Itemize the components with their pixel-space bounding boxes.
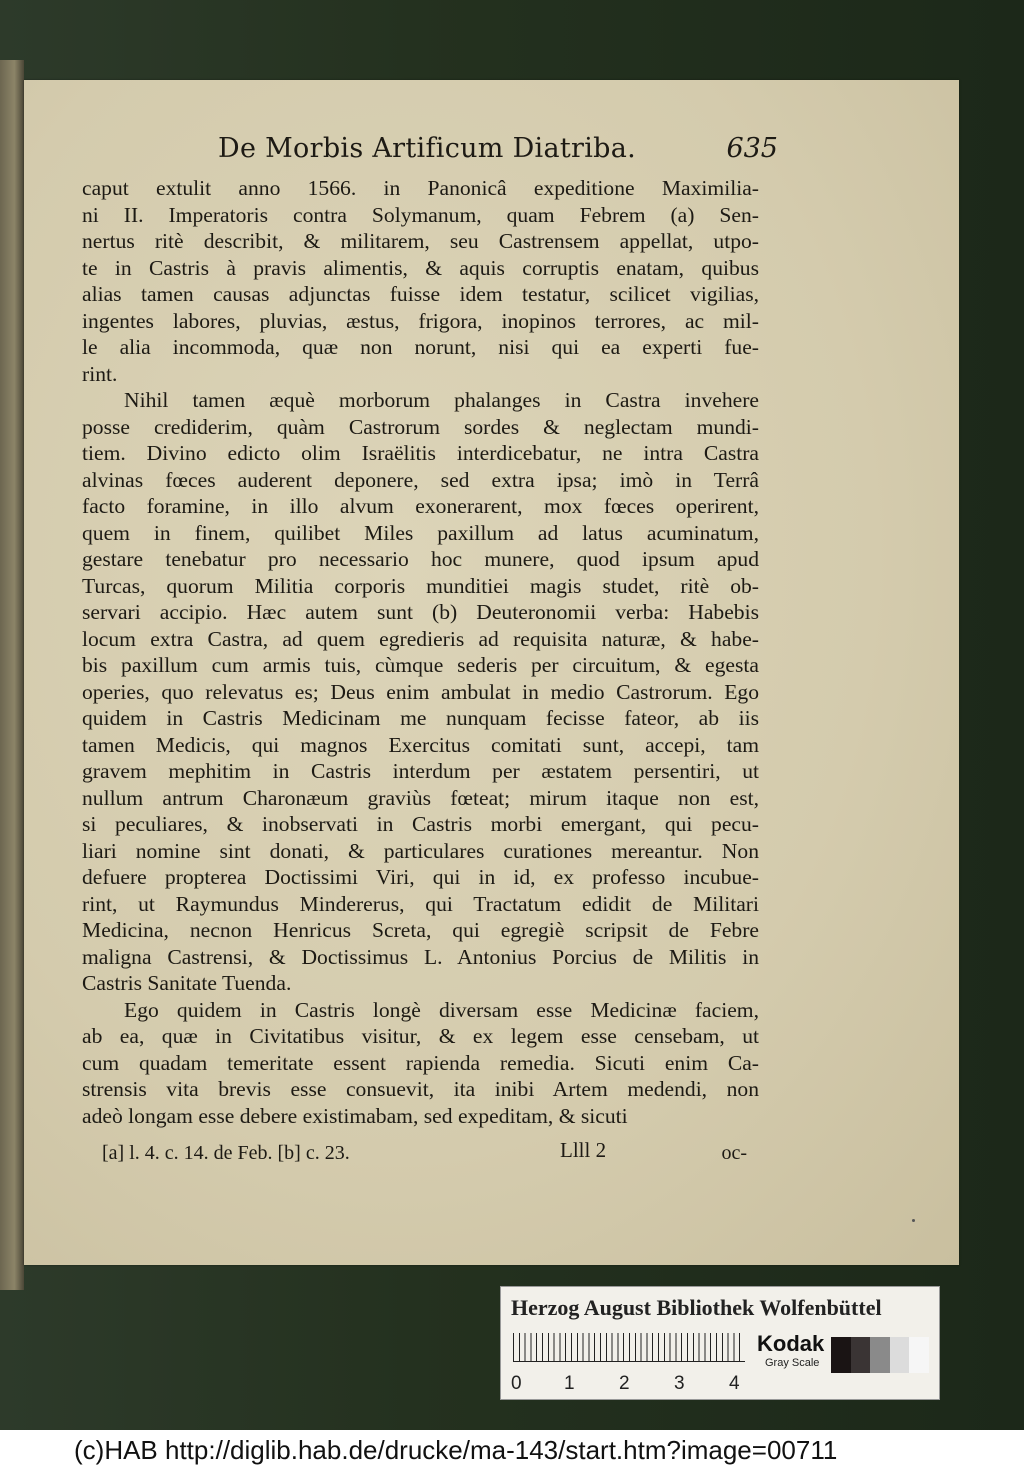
text-line: gestare tenebatur pro necessario hoc munere, quod ipsum apud xyxy=(82,547,759,571)
text-line: ingentes labores, pluvias, æstus, frigora, inopinos terrores, ac mil- xyxy=(82,308,759,333)
text-line: Medicina, necnon Henricus Screta, qui egregiè scripsit de Febre xyxy=(82,918,759,942)
page-number: 635 xyxy=(726,133,778,164)
kodak-logo: Kodak xyxy=(757,1331,825,1356)
text-line: tiem. Divino edicto olim Israëlitis interdicebatur, ne intra Castra xyxy=(82,441,759,465)
ruler-number: 0 xyxy=(511,1373,522,1394)
ruler-number: 3 xyxy=(674,1373,685,1394)
facing-page-edge xyxy=(0,60,24,1290)
speck xyxy=(912,1219,915,1222)
text-line: defuere propterea Doctissimi Viri, qui in id, ex professo incubue- xyxy=(82,865,759,889)
text-line: tamen Medicis, qui magnos Exercitus comitati sunt, accepi, tam xyxy=(82,732,759,757)
text-line: ab ea, quæ in Civitatibus visitur, & ex legem esse censebam, ut xyxy=(82,1024,759,1048)
text-line: ni II. Imperatoris contra Solymanum, quam Febrem (a) Sen- xyxy=(82,202,759,227)
text-line: Castris Sanitate Tuenda. xyxy=(82,971,292,995)
source-caption-bar xyxy=(0,1430,1024,1470)
text-line: bis paxillum cum armis tuis, cùmque sederis per circuitum, & egesta xyxy=(82,653,759,677)
text-line: Ego quidem in Castris longè diversam esse Medicinæ faciem, xyxy=(124,997,759,1022)
text-line: alvinas fœces auderent deponere, sed extra ipsa; imò in Terrâ xyxy=(82,467,759,492)
text-line: servari accipio. Hæc autem sunt (b) Deuteronomii verba: Habebis xyxy=(82,600,759,624)
ruler-number: 4 xyxy=(729,1373,740,1394)
scale-ruler xyxy=(513,1333,745,1362)
text-line: facto foramine, in illo alvum exonerarent, mox fœces operirent, xyxy=(82,494,759,518)
text-line: liari nomine sint donati, & particulares curationes mereantur. Non xyxy=(82,838,759,863)
text-line: nertus ritè describit, & militarem, seu Castrensem appellat, utpo- xyxy=(82,229,759,253)
text-line: Turcas, quorum Militia corporis munditiei magis studet, ritè ob- xyxy=(82,573,759,598)
body-text xyxy=(82,175,759,1129)
running-header xyxy=(218,133,778,173)
text-line: Nihil tamen æquè morborum phalanges in Castra invehere xyxy=(124,388,759,412)
footnotes: [a] l. 4. c. 14. de Feb. [b] c. 23. xyxy=(102,1142,350,1164)
ruler-number: 2 xyxy=(619,1373,630,1394)
gray-swatch xyxy=(870,1337,890,1373)
ruler-number: 1 xyxy=(564,1373,575,1394)
library-color-chart xyxy=(500,1286,940,1400)
running-title: De Morbis Artificum Diatriba. xyxy=(218,133,637,164)
text-line: quem in finem, quilibet Miles paxillum ad latus acuminatum, xyxy=(82,520,759,545)
gray-swatch xyxy=(831,1337,851,1373)
text-line: alias tamen causas adjunctas fuisse idem testatur, scilicet vigilias, xyxy=(82,282,759,306)
gray-swatch xyxy=(851,1337,871,1373)
page-footer xyxy=(102,1138,747,1168)
text-line: adeò longam esse debere existimabam, sed expeditam, & sicuti xyxy=(82,1103,628,1128)
text-line: si peculiares, & inobservati in Castris morbi emergant, qui pecu- xyxy=(82,812,759,836)
source-url: (c)HAB http://diglib.hab.de/drucke/ma-143/start.htm?image=00711 xyxy=(74,1435,838,1465)
text-line: strensis vita brevis esse consuevit, ita inibi Artem medendi, non xyxy=(82,1077,759,1101)
text-line: quidem in Castris Medicinam me nunquam fecisse fateor, ab iis xyxy=(82,706,759,730)
text-line: caput extulit anno 1566. in Panonicâ expeditione Maximilia- xyxy=(82,176,759,200)
text-line: le alia incommoda, quæ non norunt, nisi qui ea experti fue- xyxy=(82,335,759,359)
text-line: rint, ut Raymundus Mindererus, qui Tractatum edidit de Militari xyxy=(82,891,759,916)
text-line: operies, quo relevatus es; Deus enim ambulat in medio Castrorum. Ego xyxy=(82,679,759,704)
gray-scale-label: Gray Scale xyxy=(765,1357,820,1369)
text-line: locum extra Castra, ad quem egredieris ad requisita naturæ, & habe- xyxy=(82,626,759,651)
gray-swatches xyxy=(831,1337,929,1373)
text-line: maligna Castrensi, & Doctissimus L. Antonius Porcius de Militis in xyxy=(82,944,759,969)
text-line: nullum antrum Charonæum graviùs fœteat; mirum itaque non est, xyxy=(82,785,759,810)
text-line: rint. xyxy=(82,361,118,386)
text-line: te in Castris à pravis alimentis, & aquis corruptis enatam, quibus xyxy=(82,255,759,280)
catchword: oc- xyxy=(721,1142,747,1164)
library-name: Herzog August Bibliothek Wolfenbüttel xyxy=(511,1295,882,1320)
gray-swatch xyxy=(909,1337,929,1373)
text-line: cum quadam temeritate essent rapienda remedia. Sicuti enim Ca- xyxy=(82,1050,759,1075)
text-line: posse crediderim, quàm Castrorum sordes & neglectam mundi- xyxy=(82,414,759,439)
text-line: gravem mephitim in Castris interdum per æstatem persentiri, ut xyxy=(82,759,759,783)
signature-mark: Llll 2 xyxy=(560,1138,607,1162)
gray-swatch xyxy=(890,1337,910,1373)
